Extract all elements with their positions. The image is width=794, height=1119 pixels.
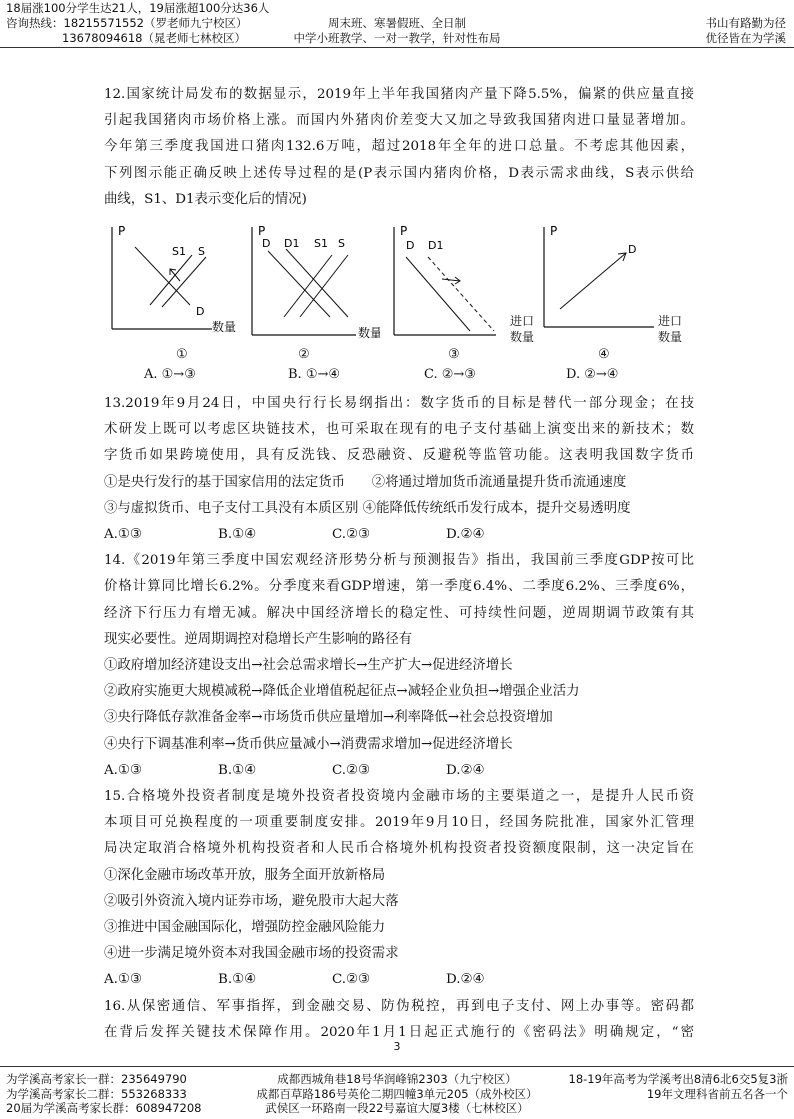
- question-13: [104, 391, 694, 548]
- question-choice-line: ④央行下调基准利率→货币供应量减小→消费需求增加→促进经济增长: [104, 736, 513, 752]
- graph-3: [372, 217, 512, 367]
- graph-4-qty-label: 进口 数量: [658, 314, 683, 345]
- graph-2: [240, 217, 380, 367]
- curve-label-s1: S1: [314, 237, 328, 251]
- question-choice-line: ①深化金融市场改革开放，服务全面开放新格局: [104, 867, 386, 883]
- footer-right: [569, 1072, 789, 1101]
- question-choice-line: ①是央行发行的基于国家信用的法定货币 ②将通过增加货币流通量提升货币流通速度: [104, 474, 627, 490]
- graph-4: [522, 217, 662, 367]
- question-text-line: 16.从保密通信、军事指挥，到金融交易、防伪税控，再到电子支付、网上办事等。密码都: [104, 998, 694, 1014]
- graph-axis-qty: 数量: [212, 320, 237, 335]
- curve-label-d: D: [406, 239, 415, 253]
- graph-axis-qty: 数量: [358, 326, 380, 341]
- option-b: B.①④: [218, 972, 257, 988]
- header-center: [0, 16, 794, 46]
- graph-1-svg: [100, 217, 240, 367]
- demand-curve-d1: [286, 249, 348, 317]
- answer-options: [104, 967, 694, 993]
- graph-axis-p: P: [400, 224, 408, 239]
- graph-number: ③: [448, 347, 460, 363]
- question-choice-line: ③推进中国金融国际化，增强防控金融风险能力: [104, 920, 386, 936]
- question-choice-line: ③央行降低存款准备金率→市场货币供应量增加→利率降低→社会总投资增加: [104, 710, 553, 726]
- option-b: B.①④: [218, 762, 257, 778]
- footer-left-line: 20届为学溪高考家长群：608947208: [6, 1101, 202, 1115]
- curve-label-d1: D1: [428, 239, 444, 253]
- header-right-line: 优径皆在为学溪: [705, 31, 786, 45]
- option-d: D.②④: [446, 972, 485, 988]
- answer-options: [104, 758, 694, 784]
- question-text-line: 价格计算同比增长6.2%。分季度来看GDP增速，第一季度6.4%、二季度6.2%、三季度6%，: [104, 579, 694, 595]
- graph-number: ②: [298, 347, 310, 363]
- footer-right-line: 19年文理科省前五名各一个: [646, 1086, 788, 1101]
- graph-3-svg: [372, 217, 512, 367]
- curve-label-s: S: [198, 245, 205, 259]
- curve-label-d: D: [628, 243, 637, 257]
- question-choice-line: ①政府增加经济建设支出→社会总需求增长→生产扩大→促进经济增长: [104, 658, 513, 674]
- question-text-line: 术研发上既可以考虑区块链技术，也可采取在现有的电子支付基础上演变出来的新技术；数: [104, 422, 694, 438]
- graph-axis-p: P: [118, 224, 126, 239]
- question-text-line: 现实必要性。逆周期调控对稳增长产生影响的路径有: [104, 631, 412, 647]
- option-d: D.②④: [446, 762, 485, 778]
- graph-3-qty-label: 进口 数量: [510, 314, 535, 345]
- option-c: C.②③: [332, 527, 371, 543]
- page-number: 3: [393, 1040, 401, 1053]
- answer-options: [104, 522, 694, 548]
- option-d: D. ②→④: [566, 367, 619, 383]
- option-a: A.①③: [104, 527, 142, 543]
- question-choice-line: ③与虚拟货币、电子支付工具没有本质区别 ④能降低传统纸币发行成本，提升交易透明度: [104, 500, 631, 516]
- footer-center-line: 成都西城角巷18号华润峰锦2303（九宁校区）: [277, 1072, 517, 1086]
- option-b: B. ①→④: [288, 367, 341, 383]
- curve-label-d: D: [262, 237, 271, 251]
- footer-center-line: 武侯区一环路南一段22号嘉谊大厦3楼（七林校区）: [265, 1101, 529, 1115]
- question-text-line: 曲线，S1、D1表示变化后的情况): [104, 191, 307, 207]
- footer-right-line: 18-19年高考为学溪考出8清6北6交5复3浙: [568, 1072, 788, 1086]
- demand-curve-d: [560, 253, 626, 309]
- question-text-line: 今年第三季度我国进口猪肉132.6万吨，超过2018年全年的进口总量。不考虑其他因素，: [104, 139, 694, 155]
- question-text-line: 13.2019年9月24日，中国央行行长易纲指出：数字货币的目标是替代一部分现金；在技: [104, 396, 694, 412]
- question-text-line: 本项目可兑换程度的一项重要制度安排。2019年9月10日，经国务院批准，国家外汇管理: [104, 815, 694, 831]
- curve-label-d1: D1: [284, 237, 300, 251]
- header-center-line: 周末班、寒暑假班、全日制: [328, 16, 466, 30]
- graph-2-svg: [240, 217, 380, 367]
- question-text-line: 字货币如果跨境使用，具有反洗钱、反恐融资、反避税等监管功能。这表明我国数字货币: [104, 448, 694, 464]
- header-left-line: 18届涨100分学生达21人，19届涨超100分达36人: [6, 1, 270, 15]
- footer-center-line: 成都百草路186号英伦二期四幢3单元205（成外校区）: [256, 1086, 538, 1101]
- header-center-line: 中学小班教学、一对一教学，针对性布局: [293, 31, 501, 45]
- question-text-line: 12.国家统计局发布的数据显示，2019年上半年我国猪肉产量下降5.5%，偏紧的供应量直接: [104, 87, 694, 102]
- option-c: C.②③: [332, 972, 371, 988]
- option-a: A. ①→③: [144, 367, 196, 383]
- supply-curve-s: [300, 255, 348, 317]
- option-c: C. ②→③: [424, 367, 476, 383]
- graph-number: ④: [598, 347, 610, 363]
- question-text-line: 14.《2019年第三季度中国宏观经济形势分析与预测报告》指出，我国前三季度GDP按可比: [104, 553, 694, 569]
- exam-content: [104, 82, 694, 1046]
- curve-label-s1: S1: [172, 245, 186, 259]
- question-text-line: 15.合格境外投资者制度是境外投资者投资境内金融市场的主要渠道之一，是提升人民币资: [104, 789, 694, 805]
- question-text-line: 引起我国猪肉市场价格上涨。而国内外猪肉价差变大又加之导致我国猪肉进口量显著增加。: [104, 113, 694, 129]
- graph-axis-p: P: [550, 224, 558, 239]
- question-choice-line: ②政府实施更大规模减税→降低企业增值税起征点→减轻企业负担→增强企业活力: [104, 684, 580, 700]
- header-left-line: 13678094618（晁老师七林校区）: [62, 31, 246, 45]
- supply-curve-s1: [284, 255, 332, 317]
- footer-left-line: 为学溪高考家长一群：235649790: [6, 1072, 187, 1086]
- graph-number: ①: [176, 347, 188, 363]
- curve-label-s: S: [338, 237, 345, 251]
- graph-1: [100, 217, 240, 367]
- question-text-line: 在背后发挥关键技术保障作用。2020年1月1日起正式施行的《密码法》明确规定，“密: [104, 1024, 694, 1040]
- question-text-line: 下列图示能正确反映上述传导过程的是(P表示国内猪肉价格，D表示需求曲线，S表示供给: [104, 165, 694, 181]
- option-d: D.②④: [446, 527, 485, 543]
- header-left-line: 咨询热线：18215571552（罗老师九宁校区）: [6, 16, 248, 30]
- graph-axis-p: P: [258, 224, 266, 239]
- footer-left-line: 为学溪高考家长二群：553268333: [6, 1086, 187, 1101]
- question-text-line: 局决定取消合格境外机构投资者和人民币合格境外机构投资者投资额度限制，这一决定旨在: [104, 841, 694, 857]
- question-15: [104, 784, 694, 994]
- curve-label-d: D: [196, 305, 205, 319]
- header-divider: [0, 47, 794, 48]
- question-choice-line: ④进一步满足境外资本对我国金融市场的投资需求: [104, 946, 399, 962]
- question-choice-line: ②吸引外资流入境内证券市场，避免股市大起大落: [104, 893, 399, 909]
- header-right: [706, 16, 787, 46]
- question-12: [104, 82, 694, 383]
- question-16: [104, 994, 694, 1046]
- demand-curve-d: [268, 251, 330, 317]
- question-14: [104, 548, 694, 784]
- header-right-line: 书山有路勤为径: [705, 16, 786, 30]
- graph-4-svg: [522, 217, 662, 367]
- option-c: C.②③: [332, 762, 371, 778]
- option-b: B.①④: [218, 527, 257, 543]
- option-a: A.①③: [104, 762, 142, 778]
- footer-divider: [0, 1066, 794, 1067]
- option-a: A.①③: [104, 972, 142, 988]
- graph-row: [104, 217, 694, 383]
- question-text-line: 经济下行压力有增无减。解决中国经济增长的稳定性、可持续性问题，逆周期调节政策有其: [104, 605, 694, 621]
